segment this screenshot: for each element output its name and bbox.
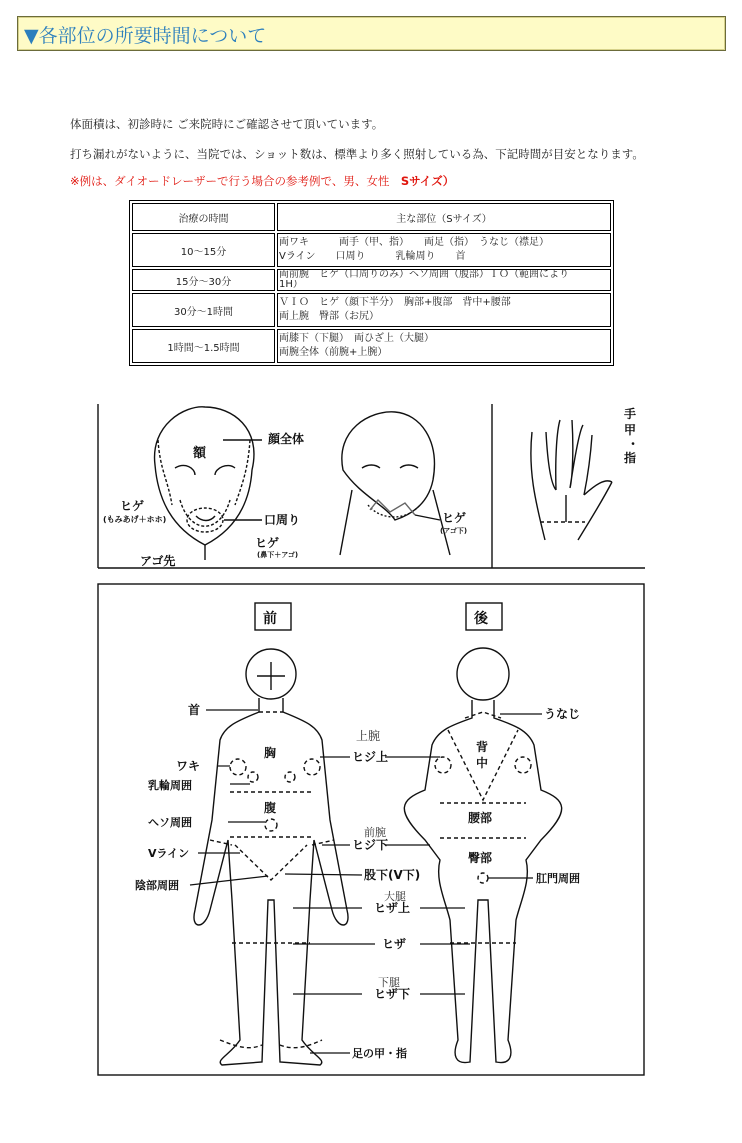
intro-note-highlight: Sサイズ） [400, 174, 455, 188]
face-side-neck [433, 490, 450, 555]
intro-line-2: 打ち漏れがないように、当院では、ショット数は、標準より多く照射している為、下記時間が目安となります。 [70, 147, 644, 161]
front-areola-zone [248, 772, 258, 782]
front-elbow-line [210, 840, 232, 845]
handwritten-lower-leg: 下腿 [378, 976, 400, 989]
handwritten-upper-arm: 上腕 [356, 729, 381, 743]
table-cell-parts [277, 293, 611, 327]
back-title-box [466, 603, 502, 630]
table-cell-parts [277, 269, 611, 291]
table-header-row [132, 203, 611, 231]
label-armpit: ワキ [176, 759, 201, 773]
table-row [132, 269, 611, 291]
back-body-outline [404, 700, 561, 1063]
table-cell-line: 両腕全体（前腕+上腕） [279, 347, 388, 358]
label-buttocks: 臀部 [468, 851, 493, 865]
label-beard-chin: ヒゲ [442, 511, 467, 525]
face-mouth-zone [187, 508, 223, 532]
table-header-time: 治療の時間 [132, 203, 275, 231]
label-knee-up: ヒザ上 [374, 901, 411, 915]
label-hand-1: 手 [624, 407, 637, 421]
time-table [129, 200, 614, 366]
label-hand-2: 甲 [624, 423, 637, 437]
front-title-box [255, 603, 291, 630]
face-front-outline [155, 407, 254, 545]
front-armpit-zone [304, 759, 320, 775]
front-body-outline [194, 698, 348, 1065]
table-row [132, 329, 611, 363]
table-header-parts: 主な部位（Sサイズ） [277, 203, 611, 231]
label-back-2: 中 [476, 756, 489, 770]
table-cell-line: ＶＩＯ ヒゲ（顔下半分） 胸部+腹部 背中+腰部 [279, 297, 511, 308]
section-title: ▼各部位の所要時間について [24, 25, 267, 47]
face-beard-line [158, 440, 172, 505]
table-row [132, 233, 611, 267]
label-nape: うなじ [544, 707, 581, 721]
back-anus-zone [478, 873, 488, 883]
label-neck: 首 [188, 703, 201, 717]
face-jaw-hatch [370, 500, 415, 515]
face-side-eyes [362, 465, 418, 468]
back-title: 後 [474, 611, 488, 627]
table-cell-time: 30分～1時間 [132, 293, 275, 327]
intro-line-1: 体面積は、初診時に ご来院時にご確認させて頂いています。 [70, 117, 384, 131]
leader-line [415, 515, 440, 520]
face-jaw-zone [368, 505, 420, 517]
label-groin: 股下(V下) [364, 868, 421, 882]
label-knee-down: ヒザ下 [374, 987, 411, 1001]
table-cell-line: 両ワキ 両手（甲、指） 両足（指） うなじ（襟足） [279, 237, 549, 248]
handwritten-thigh: 大腿 [384, 890, 406, 903]
label-pubic: 陰部周囲 [135, 879, 179, 892]
back-head [457, 648, 509, 700]
face-side-outline [342, 412, 435, 520]
table-cell-time: 1時間～1.5時間 [132, 329, 275, 363]
label-navel: ヘソ周囲 [148, 816, 192, 829]
label-face-all: 顔全体 [268, 432, 305, 446]
table-cell-line: 両膝下（下腿） 両ひざ上（大腿） [279, 333, 434, 344]
label-areola: 乳輪周囲 [148, 779, 192, 792]
label-beard-nose-sub: (鼻下＋アゴ) [257, 551, 299, 559]
table-cell-time: 10～15分 [132, 233, 275, 267]
label-chest: 胸 [264, 746, 277, 760]
label-beard-nose: ヒゲ [255, 536, 280, 550]
label-beard-left: ヒゲ [120, 499, 145, 513]
intro-note-prefix: ※例は、ダイオードレーザーで行う場合の参考例で、男、女性 [70, 174, 401, 188]
table-cell-time: 15分～30分 [132, 269, 275, 291]
front-elbow-line [312, 840, 334, 845]
back-elbow-zone [515, 757, 531, 773]
label-hand-3: ・ [627, 437, 640, 451]
label-beard-chin-sub: (アゴ下) [440, 527, 468, 535]
section-header [17, 16, 726, 51]
face-side-neck [340, 490, 352, 555]
front-title: 前 [263, 611, 277, 627]
front-v-line [235, 845, 307, 880]
table-cell-parts [277, 329, 611, 363]
face-chin-zone [180, 500, 230, 526]
label-elbow-up: ヒジ上 [352, 750, 389, 764]
front-areola-zone [285, 772, 295, 782]
leader-line [285, 874, 362, 875]
table-cell-line: 両上腕 臀部（お尻） [279, 311, 379, 322]
label-mouth: 口周り [264, 513, 301, 527]
hand-outline [531, 420, 612, 540]
handwritten-forearm: 前腕 [364, 826, 386, 839]
front-navel-zone [265, 819, 277, 831]
table-cell-parts [277, 233, 611, 267]
face-mouth [196, 516, 215, 521]
back-nape-line [465, 712, 501, 718]
face-beard-line [235, 440, 250, 505]
table-cell-line: 両前腕 ヒゲ（口周りのみ）ヘソ周囲（腹部）ＩＯ（範囲により [279, 270, 569, 280]
back-back-zone [448, 730, 518, 800]
label-chin-tip: アゴ先 [140, 554, 176, 568]
label-hand-4: 指 [624, 451, 637, 465]
label-knee: ヒザ [382, 937, 407, 951]
table-cell-line: 1H） [279, 280, 303, 290]
leader-line [190, 876, 268, 885]
label-forehead: 額 [193, 446, 207, 461]
label-waist: 腰部 [468, 811, 493, 825]
table-row [132, 293, 611, 327]
label-elbow-down: ヒジ下 [352, 838, 389, 852]
label-v-line: Vライン [148, 847, 190, 860]
front-armpit-zone [230, 759, 246, 775]
label-beard-left-sub: (もみあげ＋ホホ) [103, 515, 167, 524]
label-abdomen: 腹 [264, 801, 277, 815]
front-head [246, 649, 296, 699]
back-elbow-zone [435, 757, 451, 773]
table-cell-line: Vライン 口周り 乳輪周り 首 [279, 251, 466, 262]
front-foot-line [220, 1040, 322, 1048]
label-anus: 肛門周囲 [536, 872, 580, 885]
body-diagram-border [98, 584, 644, 1075]
face-eyes [175, 466, 235, 475]
intro-note [70, 173, 454, 189]
label-back-1: 背 [476, 740, 489, 754]
label-foot: 足の甲・指 [352, 1047, 407, 1060]
